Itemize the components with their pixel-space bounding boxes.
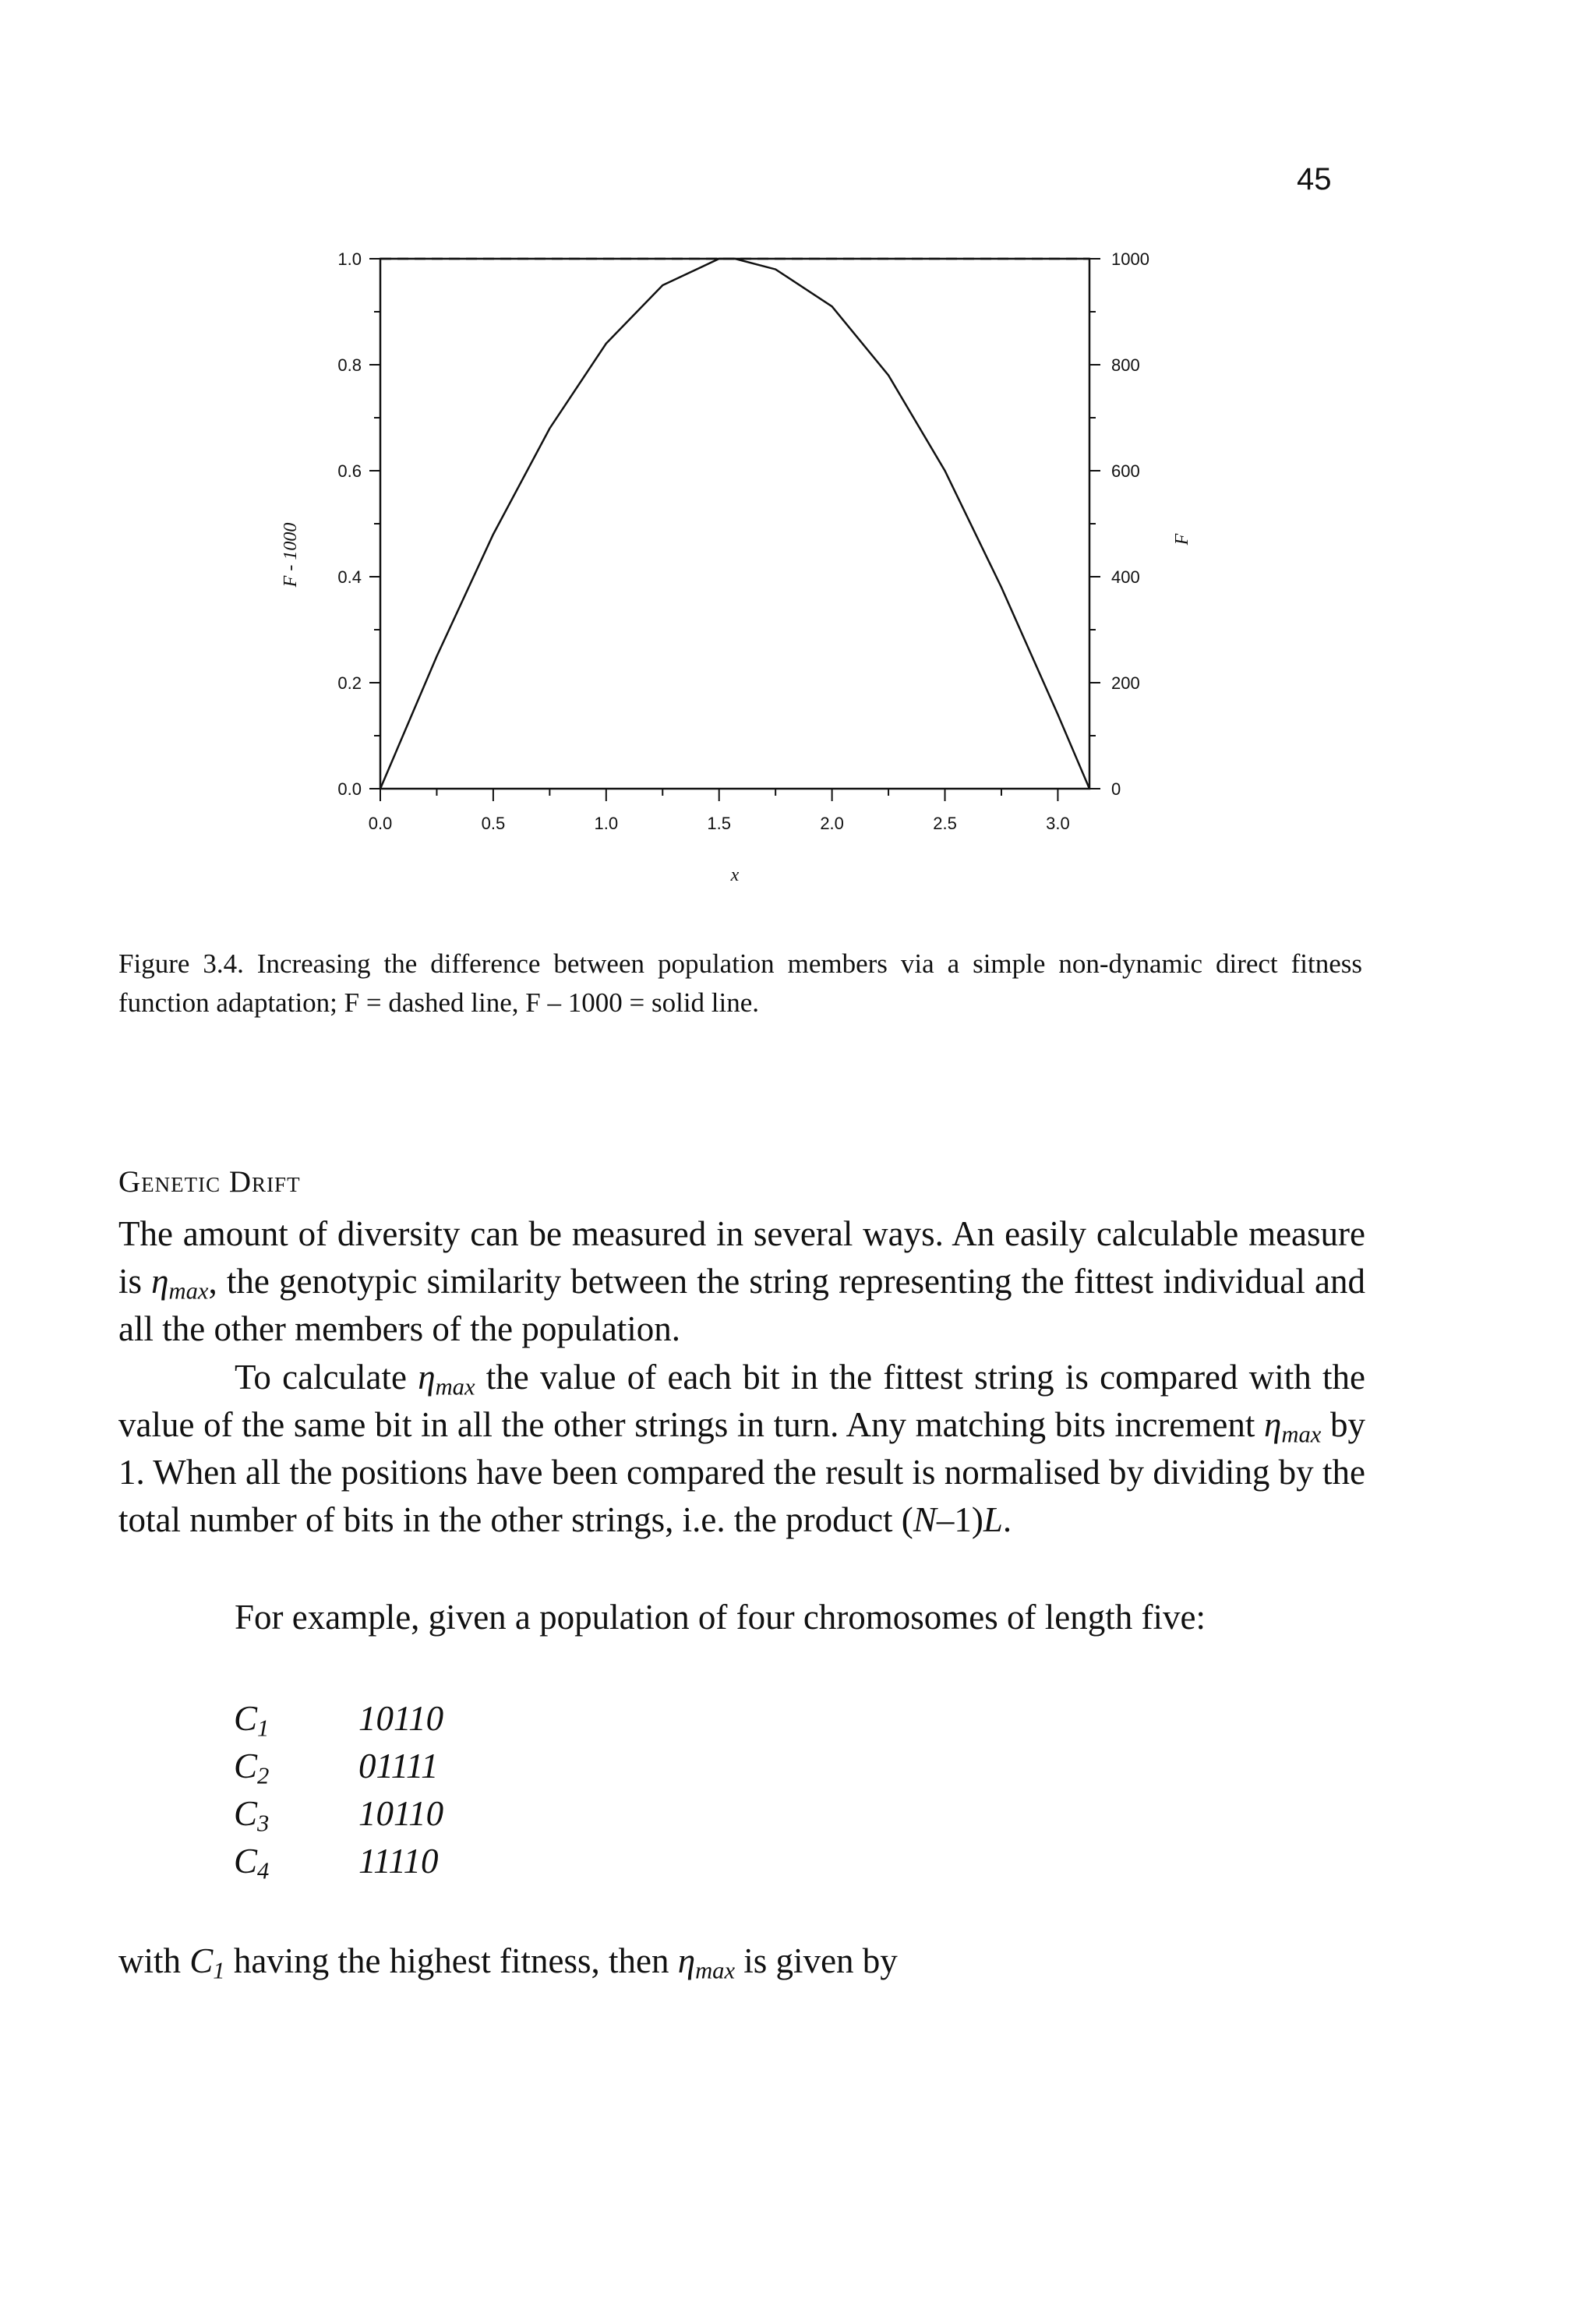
- x-tick-label: 0.0: [368, 814, 393, 833]
- chromosome-row: $C_1$ 10110: [234, 1699, 444, 1742]
- paragraph-4: with $C_1$ having the highest fitness, then $\eta_{max}$ is given by: [118, 1941, 898, 1984]
- chromosome-row: $C_2$ 01111: [234, 1747, 439, 1789]
- y-right-tick-label: 400: [1111, 567, 1140, 587]
- paragraph-3: For example, given a population of four chromosomes of length five:: [235, 1598, 1206, 1637]
- y-left-tick-label: 0.2: [337, 673, 362, 693]
- y-right-tick-label: 1000: [1111, 249, 1149, 269]
- chromosome-list: [234, 1695, 443, 1885]
- paragraph-1: The amount of diversity can be measured in several ways. An easily calculable measure is $\eta_{max}$, the genotypic similarity between the string representing the fittest individual and all the other members of the population.: [118, 1214, 1365, 1348]
- x-tick-label: 1.5: [707, 814, 732, 833]
- series-F-minus-1000-solid-line: [380, 259, 1089, 789]
- paragraph-2: To calculate $\eta_{max}$ the value of each bit in the fittest string is compared with the value of the same bit in all the other strings in turn. Any matching bits increment $\eta_{max}$ by 1. When all the positions have been compared the result is normalised by dividing by the total number of bits in the other strings, i.e. the product (N–1)L.: [118, 1358, 1366, 1539]
- x-tick-label: 1.0: [594, 814, 619, 833]
- chromosome-row: $C_4$ 11110: [234, 1842, 439, 1884]
- eta-max-symbol: $\eta_{max}$: [677, 1941, 736, 1984]
- x-axis-label: x: [730, 865, 740, 885]
- x-tick-label: 2.5: [933, 814, 957, 833]
- chromosome-row: $C_3$ 10110: [234, 1794, 444, 1837]
- y-right-tick-label: 600: [1111, 461, 1140, 481]
- x-tick-label: 3.0: [1046, 814, 1070, 833]
- y-right-tick-label: 0: [1111, 779, 1121, 799]
- page-number: 45: [1297, 162, 1332, 196]
- x-tick-label: 0.5: [481, 814, 506, 833]
- y-right-axis-label: F: [1172, 533, 1192, 546]
- y-right-tick-label: 200: [1111, 673, 1140, 693]
- y-left-tick-label: 0.6: [337, 461, 362, 481]
- y-left-axis-label: F - 1000: [281, 522, 301, 588]
- eta-max-symbol: $\eta_{max}$: [418, 1358, 475, 1400]
- y-right-tick-label: 800: [1111, 355, 1140, 375]
- eta-max-symbol: $\eta_{max}$: [151, 1262, 209, 1305]
- y-left-tick-label: 0.4: [337, 567, 362, 587]
- y-left-tick-label: 1.0: [337, 249, 362, 269]
- y-left-tick-label: 0.8: [337, 355, 362, 375]
- y-left-tick-label: 0.0: [337, 779, 362, 799]
- figure-caption: Figure 3.4. Increasing the difference between population members via a simple non-dynamic direct fitness function adaptation; F = dashed line, F – 1000 = solid line.: [118, 948, 1362, 1018]
- eta-max-symbol: $\eta_{max}$: [1264, 1405, 1322, 1448]
- x-tick-label: 2.0: [820, 814, 844, 833]
- plot-frame: [380, 259, 1089, 789]
- figure-3-4-chart: [234, 234, 1200, 904]
- section-heading: Genetic Drift: [118, 1165, 301, 1199]
